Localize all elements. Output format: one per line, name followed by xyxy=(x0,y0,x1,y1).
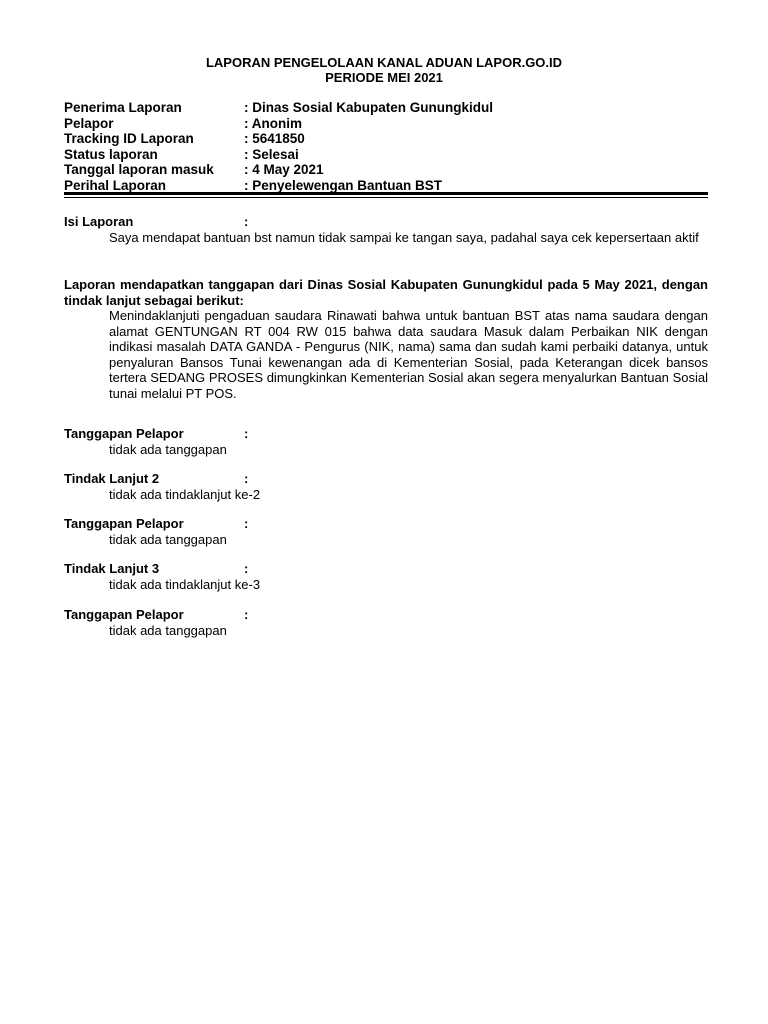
tanggapan-pelapor-2-label: Tanggapan Pelapor xyxy=(64,516,184,531)
tindak-lanjut-3-section xyxy=(64,561,708,593)
meta-label: Pelapor xyxy=(64,115,114,131)
meta-label: Penerima Laporan xyxy=(64,100,182,115)
isi-laporan-colon: : xyxy=(244,214,249,229)
meta-value: : 5641850 xyxy=(244,131,305,146)
section-divider-thin xyxy=(64,197,708,198)
tindak-lanjut-2-colon: : xyxy=(244,471,249,486)
tanggapan-pelapor-1-section xyxy=(64,426,708,458)
meta-row-tanggal xyxy=(64,162,724,178)
meta-value: : Anonim xyxy=(244,115,302,131)
tanggapan-pelapor-3-label: Tanggapan Pelapor xyxy=(64,607,184,622)
meta-row-perihal xyxy=(64,178,724,194)
tanggapan-pelapor-1-text: tidak ada tanggapan xyxy=(109,442,227,457)
tindak-lanjut-2-text: tidak ada tindaklanjut ke-2 xyxy=(109,487,261,502)
tanggapan-pelapor-2-text: tidak ada tanggapan xyxy=(109,532,227,547)
isi-laporan-section xyxy=(64,214,708,246)
report-period: PERIODE MEI 2021 xyxy=(325,70,443,85)
isi-laporan-text: Saya mendapat bantuan bst namun tidak sampai ke tangan saya, padahal saya cek kepersertaan aktif xyxy=(109,230,699,245)
meta-value: : Dinas Sosial Kabupaten Gunungkidul xyxy=(244,100,494,115)
tanggapan-dinas-heading: Laporan mendapatkan tanggapan dari Dinas Sosial Kabupaten Gunungkidul pada 5 May 2021, dengan tindak lanjut sebagai berikut: xyxy=(64,277,708,308)
report-title: LAPORAN PENGELOLAAN KANAL ADUAN LAPOR.GO.ID xyxy=(205,55,563,70)
tanggapan-pelapor-3-heading xyxy=(64,607,708,623)
tanggapan-pelapor-2-colon: : xyxy=(244,516,249,531)
meta-label: Tracking ID Laporan xyxy=(64,131,194,146)
tanggapan-pelapor-1-label: Tanggapan Pelapor xyxy=(64,426,184,441)
tindak-lanjut-3-text: tidak ada tindaklanjut ke-3 xyxy=(109,577,261,592)
meta-label: Tanggal laporan masuk xyxy=(64,162,214,177)
tindak-lanjut-3-colon: : xyxy=(244,561,249,576)
tindak-lanjut-2-label: Tindak Lanjut 2 xyxy=(64,471,160,486)
meta-row-status xyxy=(64,147,724,163)
meta-row-penerima xyxy=(64,100,724,116)
meta-row-pelapor xyxy=(64,116,724,132)
tanggapan-pelapor-3-section xyxy=(64,607,708,639)
tanggapan-pelapor-2-section xyxy=(64,516,708,548)
tanggapan-pelapor-1-heading xyxy=(64,426,708,442)
tanggapan-pelapor-3-colon: : xyxy=(244,607,249,622)
tanggapan-pelapor-3-text: tidak ada tanggapan xyxy=(109,623,227,638)
meta-value: : Penyelewengan Bantuan BST xyxy=(244,177,443,193)
section-divider xyxy=(64,192,708,195)
tanggapan-pelapor-2-heading xyxy=(64,516,708,532)
tanggapan-dinas-section xyxy=(64,277,708,401)
tindak-lanjut-3-label: Tindak Lanjut 3 xyxy=(64,561,160,576)
tindak-lanjut-2-heading xyxy=(64,471,708,487)
meta-value: : Selesai xyxy=(244,146,299,162)
isi-laporan-label: Isi Laporan xyxy=(64,214,134,229)
meta-label: Perihal Laporan xyxy=(64,177,167,193)
tindak-lanjut-3-heading xyxy=(64,561,708,577)
isi-laporan-heading xyxy=(64,214,708,230)
tindak-lanjut-2-section xyxy=(64,471,708,503)
tanggapan-dinas-text: Menindaklanjuti pengaduan saudara Rinawati bahwa untuk bantuan BST atas nama saudara dengan alamat GENTUNGAN RT 004 RW 015 bahwa data saudara Masuk dalam Perbaikan NIK dengan indikasi masalah DATA GANDA - Pengurus (NIK, nama) sama dan sudah kami perbaiki datanya, untuk penyaluran Bansos Tunai kewenangan ada di Kementerian Sosial, pada Keterangan dicek bansos tertera SEDANG PROSES dimungkinkan Kementerian Sosial akan segera menyalurkan Bantuan Sosial tunai melalui PT POS. xyxy=(109,308,708,401)
meta-row-tracking-id xyxy=(64,131,724,147)
tanggapan-pelapor-1-colon: : xyxy=(244,426,249,441)
meta-label: Status laporan xyxy=(64,146,158,162)
meta-value: : 4 May 2021 xyxy=(244,162,324,177)
report-metadata xyxy=(64,100,724,193)
